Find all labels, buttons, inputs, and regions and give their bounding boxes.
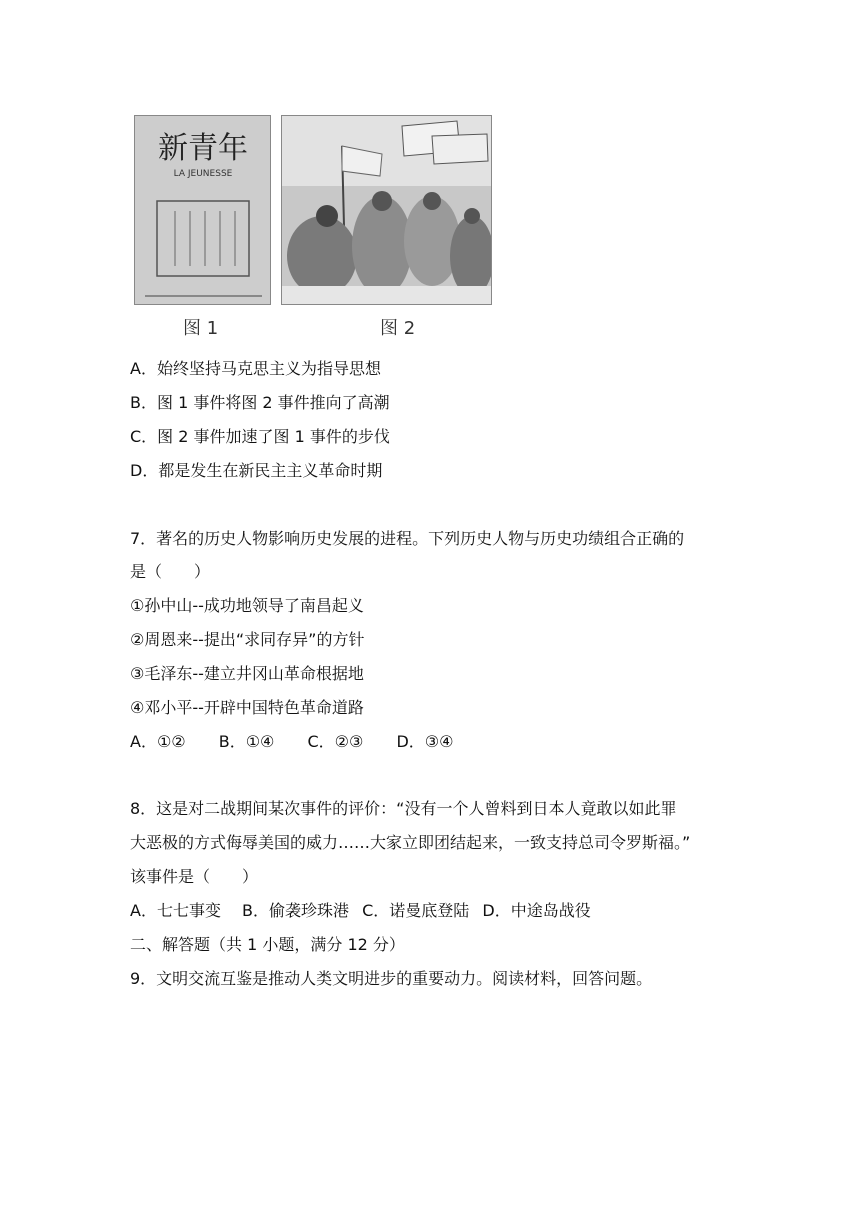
q7-option-c: C．②③ [307, 732, 364, 751]
q6-option-b: B．图 1 事件将图 2 事件推向了高潮 [130, 393, 390, 412]
q7-option-d: D．③④ [396, 732, 454, 751]
q7-option-b: B．①④ [218, 732, 275, 751]
q6-option-d: D．都是发生在新民主主义革命时期 [130, 461, 383, 480]
q8-option-b: B．偷袭珍珠港 [242, 901, 350, 920]
q8-option-d: D．中途岛战役 [482, 901, 591, 920]
q7-options [130, 732, 481, 752]
figure-2-caption: 图 2 [380, 318, 416, 339]
q8-stem-line3: 该事件是（ ） [130, 867, 259, 886]
masthead-text: 新青年 [158, 131, 248, 166]
q7-option-a: A．①② [130, 732, 186, 751]
q8-options [130, 901, 619, 921]
masthead-subtitle: LA JEUNESSE [173, 169, 233, 179]
q7-item-4: ④邓小平--开辟中国特色革命道路 [130, 698, 364, 717]
q8-option-c: C．诺曼底登陆 [362, 901, 470, 920]
q9-stem: 9．文明交流互鉴是推动人类文明进步的重要动力。阅读材料，回答问题。 [130, 969, 653, 988]
q6-option-a: A．始终坚持马克思主义为指导思想 [130, 359, 381, 378]
q7-item-3: ③毛泽东--建立井冈山革命根据地 [130, 664, 364, 683]
q7-item-1: ①孙中山--成功地领导了南昌起义 [130, 596, 364, 615]
q7-item-2: ②周恩来--提出“求同存异”的方针 [130, 630, 365, 649]
q8-stem-line2: 大恶极的方式侮辱美国的威力……大家立即团结起来，一致支持总司令罗斯福。” [130, 833, 691, 852]
q8-stem-line1: 8．这是对二战期间某次事件的评价：“没有一个人曾料到日本人竟敢以如此罪 [130, 799, 677, 818]
figure-2-image [281, 115, 492, 305]
q7-stem-line2: 是（ ） [130, 562, 211, 581]
figure-1-image [134, 115, 271, 305]
q6-option-c: C．图 2 事件加速了图 1 事件的步伐 [130, 427, 390, 446]
q8-option-a: A．七七事变 [130, 901, 221, 920]
section-heading: 二、解答题（共 1 小题，满分 12 分） [130, 935, 405, 954]
q7-stem-line1: 7．著名的历史人物影响历史发展的进程。下列历史人物与历史功绩组合正确的 [130, 529, 685, 548]
figure-1-caption: 图 1 [183, 318, 219, 339]
